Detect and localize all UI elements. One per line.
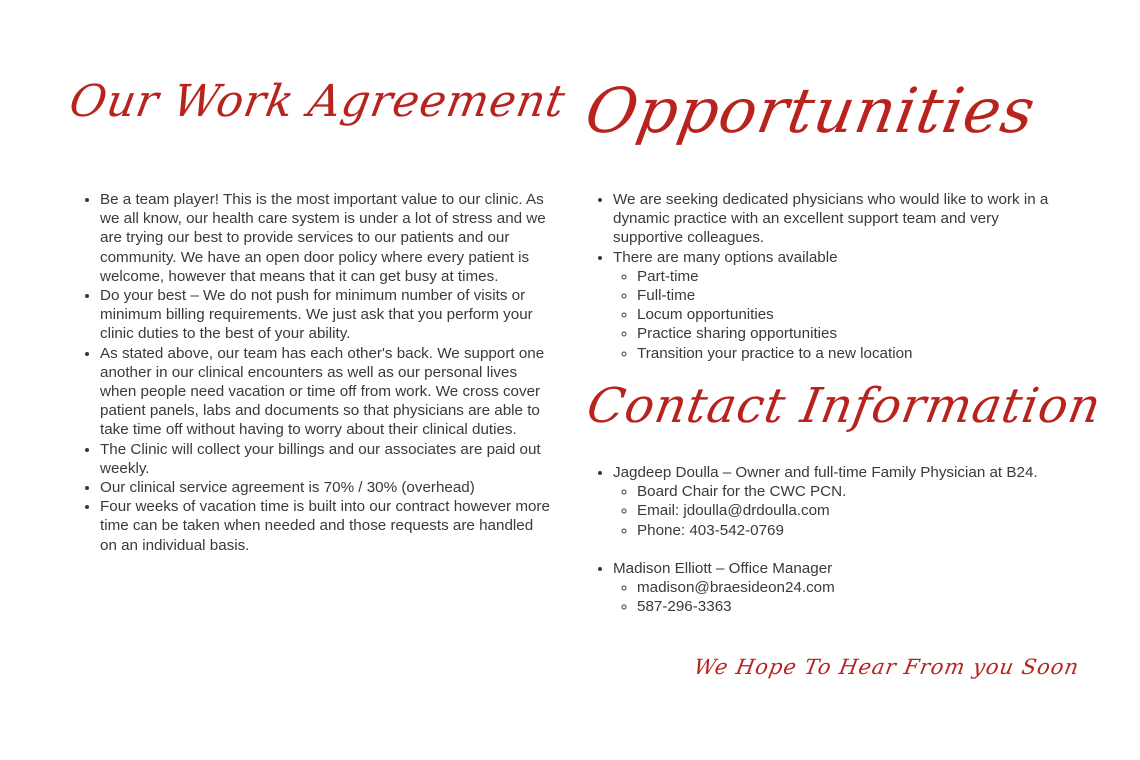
contact-list — [588, 463, 1058, 616]
contact-detail: ◦ Board Chair for the CWC PCN. — [637, 482, 1058, 501]
contact-details — [613, 482, 1058, 540]
option-item: ◦ Full-time — [637, 286, 1058, 305]
list-item: • Four weeks of vacation time is built into our contract however more time can be taken when needed and those requests are handled on an individual basis. — [100, 497, 552, 555]
list-spacer — [613, 540, 1058, 559]
contact-item — [613, 559, 1058, 617]
list-item: • Do your best – We do not push for minimum number of visits or minimum billing requirements. We just ask that you perform your clinic duties to the best of your ability. — [100, 286, 552, 344]
work-agreement-section — [75, 190, 552, 555]
contact-section — [588, 463, 1058, 616]
signoff-text: We Hope To Hear From you Soon — [692, 655, 1082, 679]
contact-details — [613, 578, 1058, 616]
option-item: ◦ Part-time — [637, 267, 1058, 286]
list-item: • The Clinic will collect your billings and our associates are paid out weekly. — [100, 440, 552, 478]
list-item: • Be a team player! This is the most important value to our clinic. As we all know, our health care system is under a lot of stress and we are trying our best to provide services to our patients and our community. We have an open door policy where every patient is welcome, however that means that it can get busy at times. — [100, 190, 552, 286]
contact-email: ◦ madison@braesideon24.com — [637, 578, 1058, 597]
opportunities-intro: • We are seeking dedicated physicians who would like to work in a dynamic practice with an excellent support team and very supportive colleagues. — [613, 190, 1058, 248]
contact-item — [613, 463, 1058, 540]
contact-title: Contact Information — [582, 378, 1106, 434]
opportunities-title: Opportunities — [580, 74, 1042, 147]
option-item: ◦ Locum opportunities — [637, 305, 1058, 324]
work-agreement-title: Our Work Agreement — [65, 76, 570, 127]
opportunities-list — [588, 190, 1058, 363]
contact-name: Jagdeep Doulla – Owner and full-time Family Physician at B24. — [613, 464, 1038, 481]
options-list — [613, 267, 1058, 363]
list-item: • Our clinical service agreement is 70% / 30% (overhead) — [100, 478, 552, 497]
contact-phone: ◦ Phone: 403-542-0769 — [637, 521, 1058, 540]
opportunities-section — [588, 190, 1058, 363]
list-item: • As stated above, our team has each other's back. We support one another in our clinical encounters as well as our personal lives when people need vacation or time off from work. We cross cover patient panels, labs and documents so that physicians are able to take time off without having to worry about their clinical duties. — [100, 344, 552, 440]
contact-phone: ◦ 587-296-3363 — [637, 597, 1058, 616]
contact-email: ◦ Email: jdoulla@drdoulla.com — [637, 501, 1058, 520]
contact-name: Madison Elliott – Office Manager — [613, 559, 833, 577]
options-item — [613, 248, 1058, 363]
options-label: There are many options available — [613, 248, 838, 266]
work-agreement-list — [75, 190, 552, 555]
option-item: ◦ Practice sharing opportunities — [637, 324, 1058, 343]
option-item: ◦ Transition your practice to a new location — [637, 344, 1058, 363]
